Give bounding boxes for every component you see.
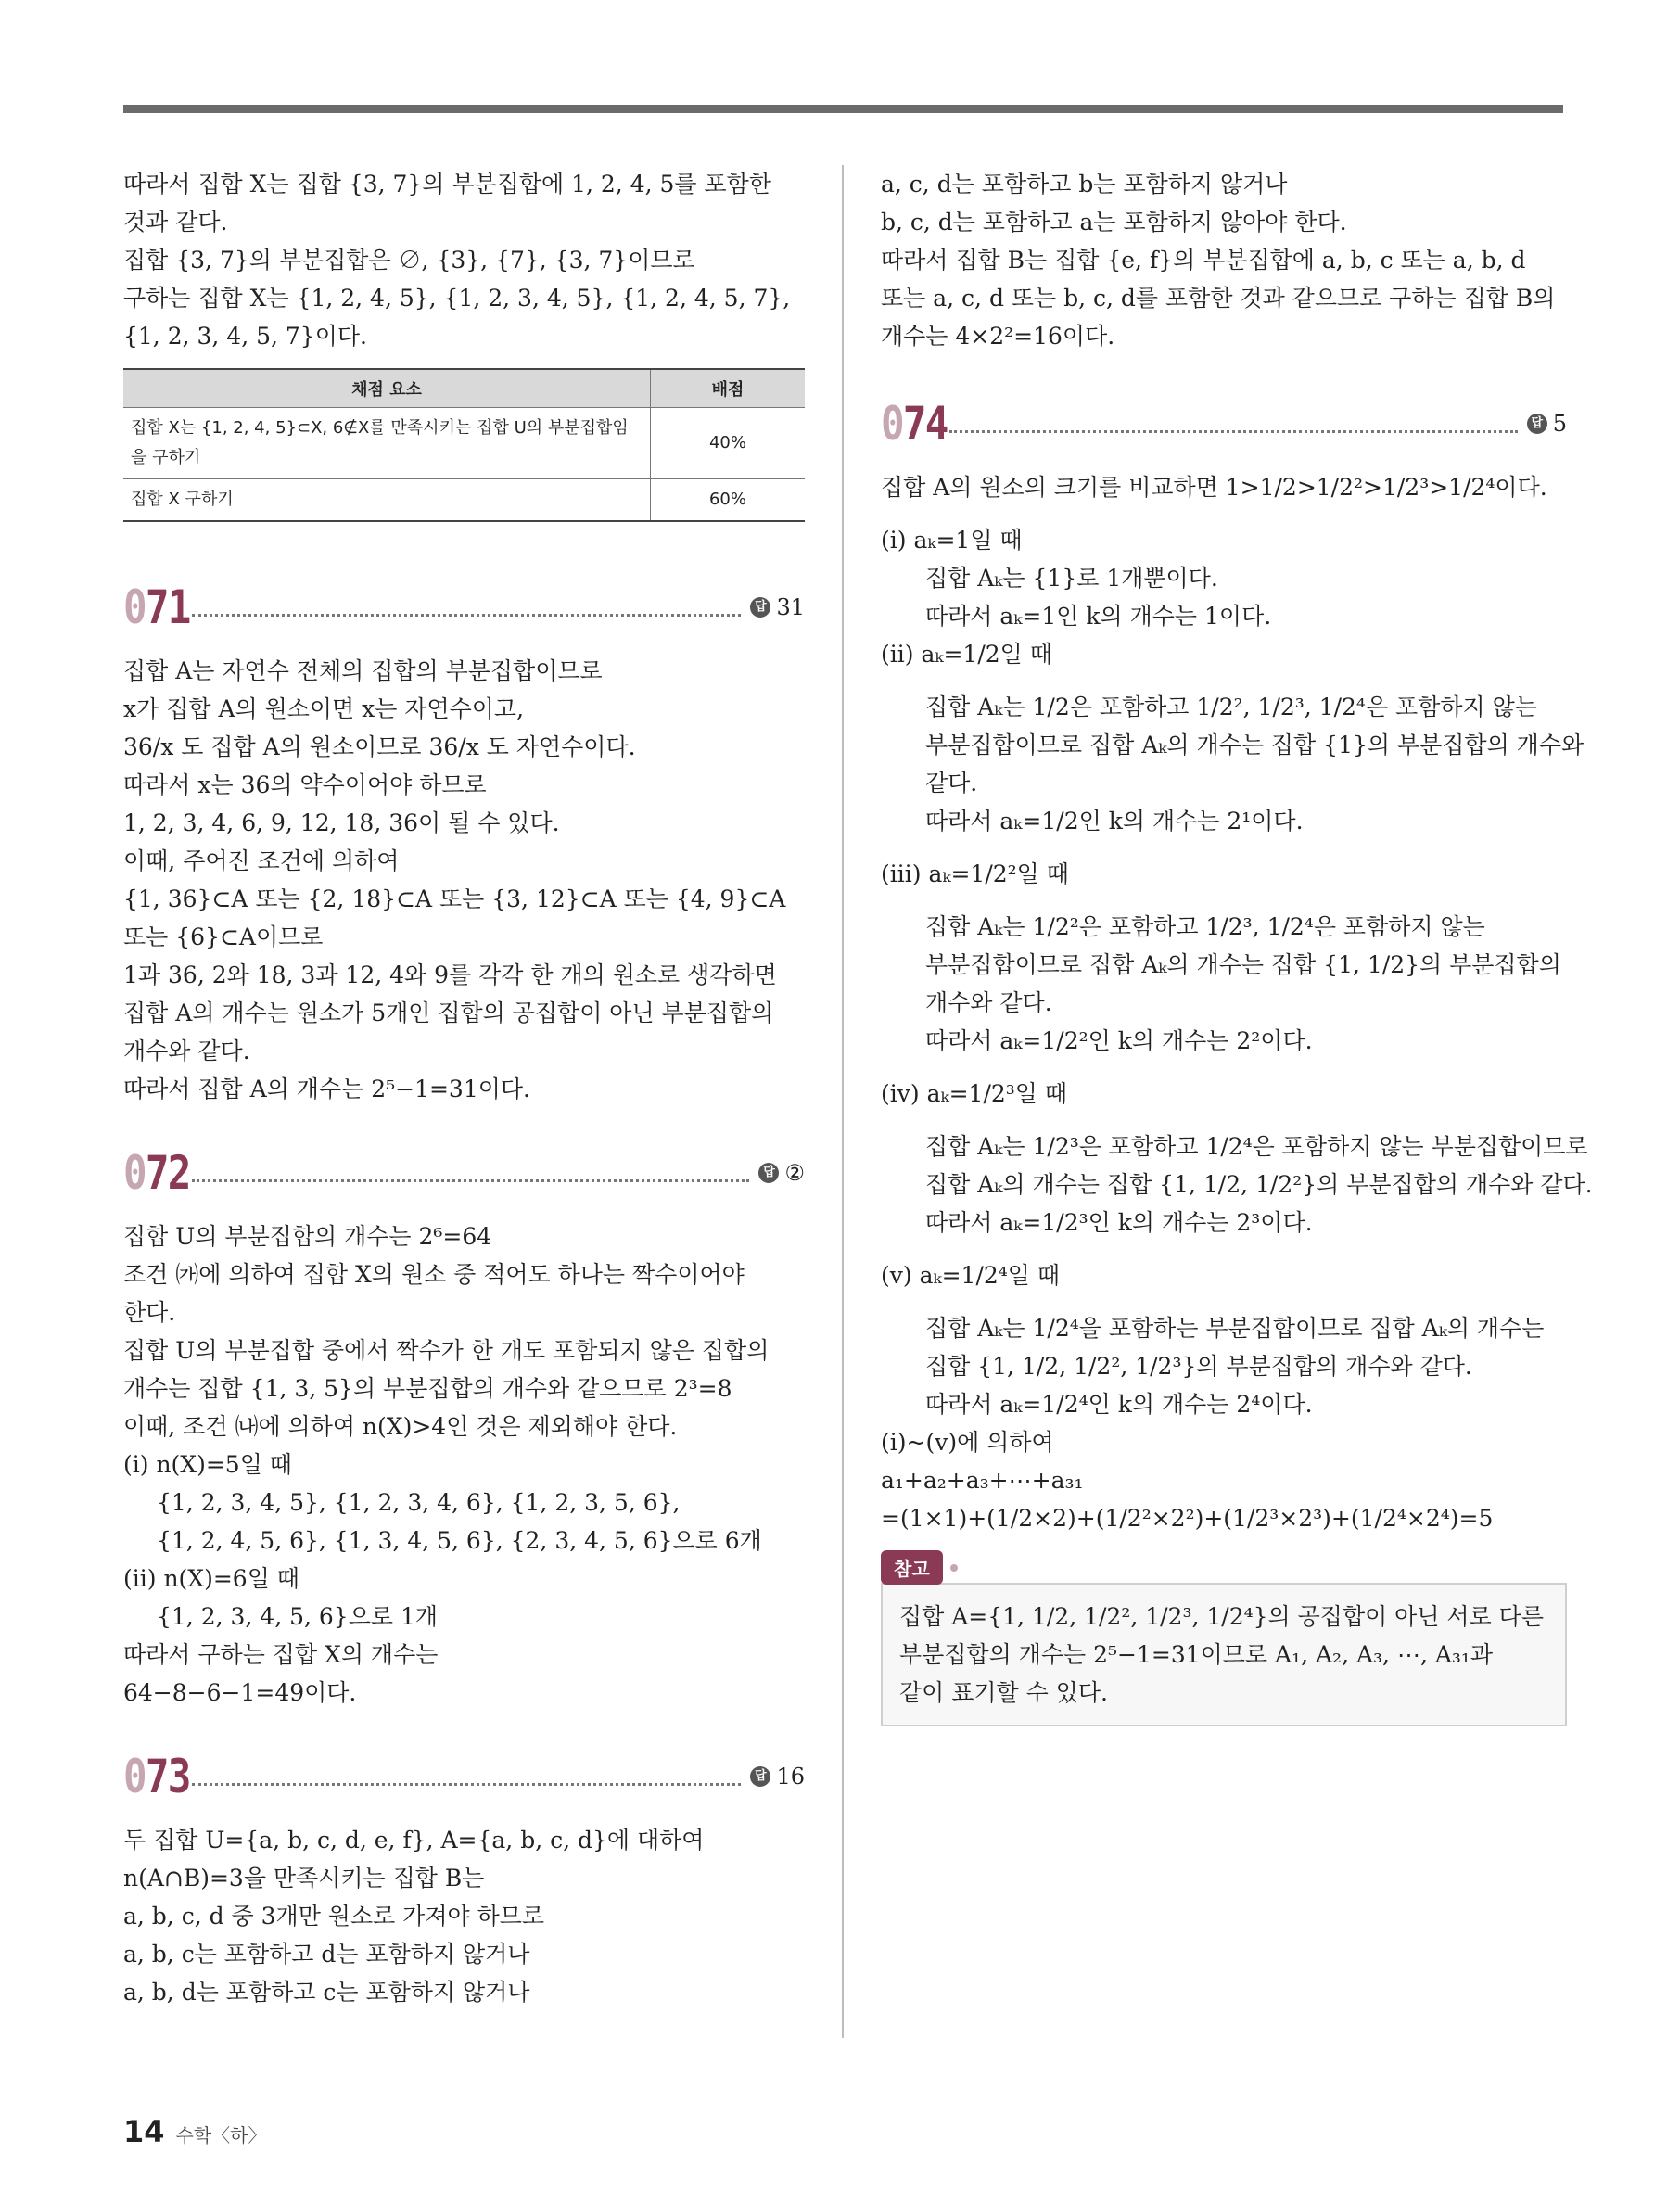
scoring-table xyxy=(123,368,805,522)
text-line: n(A∩B)=3을 만족시키는 집합 B는 xyxy=(123,1865,485,1892)
text-line: 집합 {3, 7}의 부분집합은 ∅, {3}, {7}, {3, 7}이므로 xyxy=(123,247,695,274)
table-cell: 집합 X는 {1, 2, 4, 5}⊂X, 6∉X를 만족시키는 집합 U의 부분집합임을 구하기 xyxy=(123,408,651,479)
text-line: 1과 36, 2와 18, 3과 12, 4와 9를 각각 한 개의 원소로 생각하면 xyxy=(123,962,777,988)
table-row xyxy=(123,479,805,522)
text-line: 따라서 aₖ=1/2⁴인 k의 개수는 2⁴이다. xyxy=(925,1391,1313,1418)
answer: 답 5 xyxy=(1527,411,1567,437)
answer: 답 31 xyxy=(750,594,805,620)
right-column xyxy=(881,165,1593,1726)
left-column xyxy=(123,165,805,2011)
solution-074 xyxy=(881,468,1593,1537)
note-label: 참고 xyxy=(881,1550,943,1585)
text-line: (ⅲ) aₖ=1/2²일 때 xyxy=(881,860,1069,887)
text-line: a, b, c, d 중 3개만 원소로 가져야 하므로 xyxy=(123,1903,545,1930)
text-line: 따라서 구하는 집합 X의 개수는 xyxy=(123,1641,439,1668)
text-line: 36/x 도 집합 A의 원소이므로 36/x 도 자연수이다. xyxy=(123,733,636,760)
text-line: 조건 ㈎에 의하여 집합 X의 원소 중 적어도 하나는 짝수이어야 xyxy=(123,1261,745,1288)
text-line: 이때, 조건 ㈏에 의하여 n(X)>4인 것은 제외해야 한다. xyxy=(123,1413,678,1440)
text-line: 집합 A의 개수는 원소가 5개인 집합의 공집합이 아닌 부분집합의 xyxy=(123,1000,774,1026)
text-line: {1, 2, 4, 5, 6}, {1, 3, 4, 5, 6}, {2, 3, 4, 5, 6}으로 6개 xyxy=(157,1527,762,1554)
text-line: =(1×1)+(1/2×2)+(1/2²×2²)+(1/2³×2³)+(1/2⁴×2⁴)=5 xyxy=(881,1505,1494,1532)
text-line: 따라서 aₖ=1/2²인 k의 개수는 2²이다. xyxy=(925,1027,1313,1054)
text-line: a, b, c는 포함하고 d는 포함하지 않거나 xyxy=(123,1941,530,1968)
answer-icon: 답 xyxy=(750,597,770,618)
table-cell: 집합 X 구하기 xyxy=(123,479,651,522)
table-header: 채점 요소 xyxy=(123,369,651,408)
text-line: 따라서 집합 B는 집합 {e, f}의 부분집합에 a, b, c 또는 a, b, d xyxy=(881,247,1526,274)
text-line: 집합 Aₖ는 1/2은 포함하고 1/2², 1/2³, 1/2⁴은 포함하지 않는 xyxy=(925,694,1537,720)
text-line: {1, 2, 3, 4, 5, 7}이다. xyxy=(123,323,367,350)
text-line: {1, 2, 3, 4, 5, 6}으로 1개 xyxy=(157,1603,439,1630)
text-line: 집합 U의 부분집합 중에서 짝수가 한 개도 포함되지 않은 집합의 xyxy=(123,1337,770,1364)
table-row xyxy=(123,408,805,479)
dotted-leader xyxy=(949,430,1518,433)
problem-number: 071 xyxy=(123,580,190,634)
problem-header-074 xyxy=(881,396,1567,452)
answer-icon: 답 xyxy=(758,1163,779,1183)
problem-header-071 xyxy=(123,580,805,635)
text-line: (ⅰ) aₖ=1일 때 xyxy=(881,527,1023,554)
answer: 답 16 xyxy=(750,1764,805,1790)
text-line: 따라서 aₖ=1/2인 k의 개수는 2¹이다. xyxy=(925,808,1304,834)
text-line: 따라서 aₖ=1인 k의 개수는 1이다. xyxy=(925,603,1272,630)
text-line: (ⅳ) aₖ=1/2³일 때 xyxy=(881,1080,1068,1107)
problem-header-073 xyxy=(123,1749,805,1804)
text-line: 집합 {1, 1/2, 1/2², 1/2³}의 부분집합의 개수와 같다. xyxy=(925,1353,1472,1380)
text-line: 두 집합 U={a, b, c, d, e, f}, A={a, b, c, d}에 대하여 xyxy=(123,1827,705,1853)
problem-number: 072 xyxy=(123,1146,190,1200)
text-line: 집합 A의 원소의 크기를 비교하면 1>1/2>1/2²>1/2³>1/2⁴이다. xyxy=(881,474,1547,501)
text-line: 것과 같다. xyxy=(123,209,228,236)
problem-number: 073 xyxy=(123,1750,190,1803)
subject-label: 수학〈하〉 xyxy=(175,2124,267,2146)
text-line: 부분집합이므로 집합 Aₖ의 개수는 집합 {1}의 부분집합의 개수와 xyxy=(925,732,1585,758)
text-line: (ⅴ) aₖ=1/2⁴일 때 xyxy=(881,1262,1061,1289)
text-line: 개수는 집합 {1, 3, 5}의 부분집합의 개수와 같으므로 2³=8 xyxy=(123,1375,732,1402)
text-line: (ⅰ)~(ⅴ)에 의하여 xyxy=(881,1429,1054,1456)
text-line: {1, 2, 3, 4, 5}, {1, 2, 3, 4, 6}, {1, 2, 3, 5, 6}, xyxy=(157,1489,681,1516)
problem-header-072 xyxy=(123,1145,805,1201)
text-line: 같다. xyxy=(925,770,978,796)
text-line: 개수와 같다. xyxy=(123,1038,250,1064)
text-line: 64−8−6−1=49이다. xyxy=(123,1679,357,1706)
note-box xyxy=(881,1583,1567,1726)
text-line: {1, 36}⊂A 또는 {2, 18}⊂A 또는 {3, 12}⊂A 또는 {4, 9}⊂A xyxy=(123,885,786,912)
text-line: 같이 표기할 수 있다. xyxy=(899,1679,1108,1706)
text-line: 부분집합의 개수는 2⁵−1=31이므로 A₁, A₂, A₃, ⋯, A₃₁과 xyxy=(899,1641,1494,1668)
text-line: 집합 Aₖ의 개수는 집합 {1, 1/2, 1/2²}의 부분집합의 개수와 같다. xyxy=(925,1171,1593,1198)
text-line: 집합 A={1, 1/2, 1/2², 1/2³, 1/2⁴}의 공집합이 아닌 서로 다른 xyxy=(899,1603,1544,1630)
table-header-row xyxy=(123,369,805,408)
text-line: 이때, 주어진 조건에 의하여 xyxy=(123,847,400,874)
text-line: 집합 Aₖ는 1/2⁴을 포함하는 부분집합이므로 집합 Aₖ의 개수는 xyxy=(925,1315,1545,1342)
text-line: x가 집합 A의 원소이면 x는 자연수이고, xyxy=(123,695,525,722)
dotted-leader xyxy=(192,1179,749,1182)
solution-071 xyxy=(123,652,805,1108)
text-line: 또는 {6}⊂A이므로 xyxy=(123,924,324,950)
text-line: 개수는 4×2²=16이다. xyxy=(881,323,1115,350)
text-line: 또는 a, c, d 또는 b, c, d를 포함한 것과 같으므로 구하는 집합 B의 xyxy=(881,285,1556,312)
problem-number: 074 xyxy=(881,397,948,451)
text-line: 집합 U의 부분집합의 개수는 2⁶=64 xyxy=(123,1223,492,1250)
solution-072 xyxy=(123,1217,805,1712)
note-header xyxy=(881,1550,1567,1585)
solution-073 xyxy=(123,1821,805,2011)
text-line: 1, 2, 3, 4, 6, 9, 12, 18, 36이 될 수 있다. xyxy=(123,809,560,836)
table-cell: 40% xyxy=(651,408,806,479)
text-line: 집합 A는 자연수 전체의 집합의 부분집합이므로 xyxy=(123,657,603,684)
text-line: 따라서 집합 A의 개수는 2⁵−1=31이다. xyxy=(123,1076,530,1102)
text-line: 구하는 집합 X는 {1, 2, 4, 5}, {1, 2, 3, 4, 5}, {1, 2, 4, 5, 7}, xyxy=(123,285,791,312)
text-line: 집합 Aₖ는 {1}로 1개뿐이다. xyxy=(925,565,1218,592)
page-number: 14 xyxy=(123,2114,165,2149)
top-rule xyxy=(123,105,1563,113)
text-line: 따라서 집합 X는 집합 {3, 7}의 부분집합에 1, 2, 4, 5를 포함한 xyxy=(123,171,771,197)
text-line: 개수와 같다. xyxy=(925,989,1052,1016)
dotted-leader xyxy=(192,614,741,617)
bullet-dot-icon xyxy=(950,1564,958,1572)
text-line: a, c, d는 포함하고 b는 포함하지 않거나 xyxy=(881,171,1288,197)
answer-icon: 답 xyxy=(1527,414,1547,434)
solution-073-continued xyxy=(881,165,1567,355)
text-line: a₁+a₂+a₃+⋯+a₃₁ xyxy=(881,1467,1084,1494)
table-header: 배점 xyxy=(651,369,806,408)
text-line: 집합 Aₖ는 1/2²은 포함하고 1/2³, 1/2⁴은 포함하지 않는 xyxy=(925,913,1485,940)
answer: 답 ② xyxy=(758,1160,805,1186)
intro-text xyxy=(123,165,805,355)
text-line: (ⅰ) n(X)=5일 때 xyxy=(123,1451,292,1478)
text-line: 따라서 x는 36의 약수이어야 하므로 xyxy=(123,771,487,798)
dotted-leader xyxy=(192,1783,741,1786)
answer-icon: 답 xyxy=(750,1766,770,1787)
table-cell: 60% xyxy=(651,479,806,522)
text-line: 집합 Aₖ는 1/2³은 포함하고 1/2⁴은 포함하지 않는 부분집합이므로 xyxy=(925,1133,1588,1160)
page-footer xyxy=(123,2114,267,2149)
text-line: 부분집합이므로 집합 Aₖ의 개수는 집합 {1, 1/2}의 부분집합의 xyxy=(925,951,1561,978)
text-line: (ⅱ) n(X)=6일 때 xyxy=(123,1565,299,1592)
text-line: 따라서 aₖ=1/2³인 k의 개수는 2³이다. xyxy=(925,1209,1313,1236)
text-line: a, b, d는 포함하고 c는 포함하지 않거나 xyxy=(123,1979,530,2006)
column-divider xyxy=(842,165,844,2038)
text-line: b, c, d는 포함하고 a는 포함하지 않아야 한다. xyxy=(881,209,1347,236)
text-line: 한다. xyxy=(123,1299,176,1326)
text-line: (ⅱ) aₖ=1/2일 때 xyxy=(881,641,1052,668)
